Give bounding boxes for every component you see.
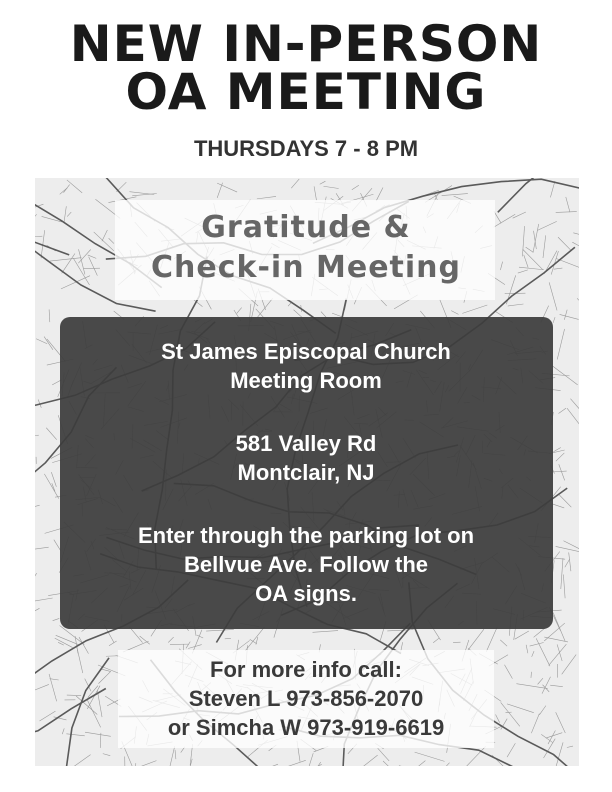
flyer-headline-line-2: OA MEETING <box>125 63 487 121</box>
city-state: Montclair, NJ <box>237 460 375 485</box>
meeting-name-line-1: Gratitude & <box>201 210 411 245</box>
contact-intro: For more info call: <box>210 657 402 682</box>
directions-line-1: Enter through the parking lot on <box>137 523 475 548</box>
meeting-name-line-2: Check-in Meeting <box>151 250 461 285</box>
street-address: 581 Valley Rd <box>235 431 377 456</box>
venue-name: St James Episcopal Church <box>161 339 451 364</box>
venue-room: Meeting Room <box>230 368 382 393</box>
directions-line-2: Bellvue Ave. Follow the <box>183 552 429 577</box>
directions-line-3: OA signs. <box>255 581 357 606</box>
flyer-headline-line-1: NEW IN-PERSON <box>69 15 543 73</box>
meeting-schedule: THURSDAYS 7 - 8 PM <box>193 136 419 161</box>
contact-simcha: or Simcha W 973-919-6619 <box>167 715 445 740</box>
contact-steven: Steven L 973-856-2070 <box>188 686 424 711</box>
